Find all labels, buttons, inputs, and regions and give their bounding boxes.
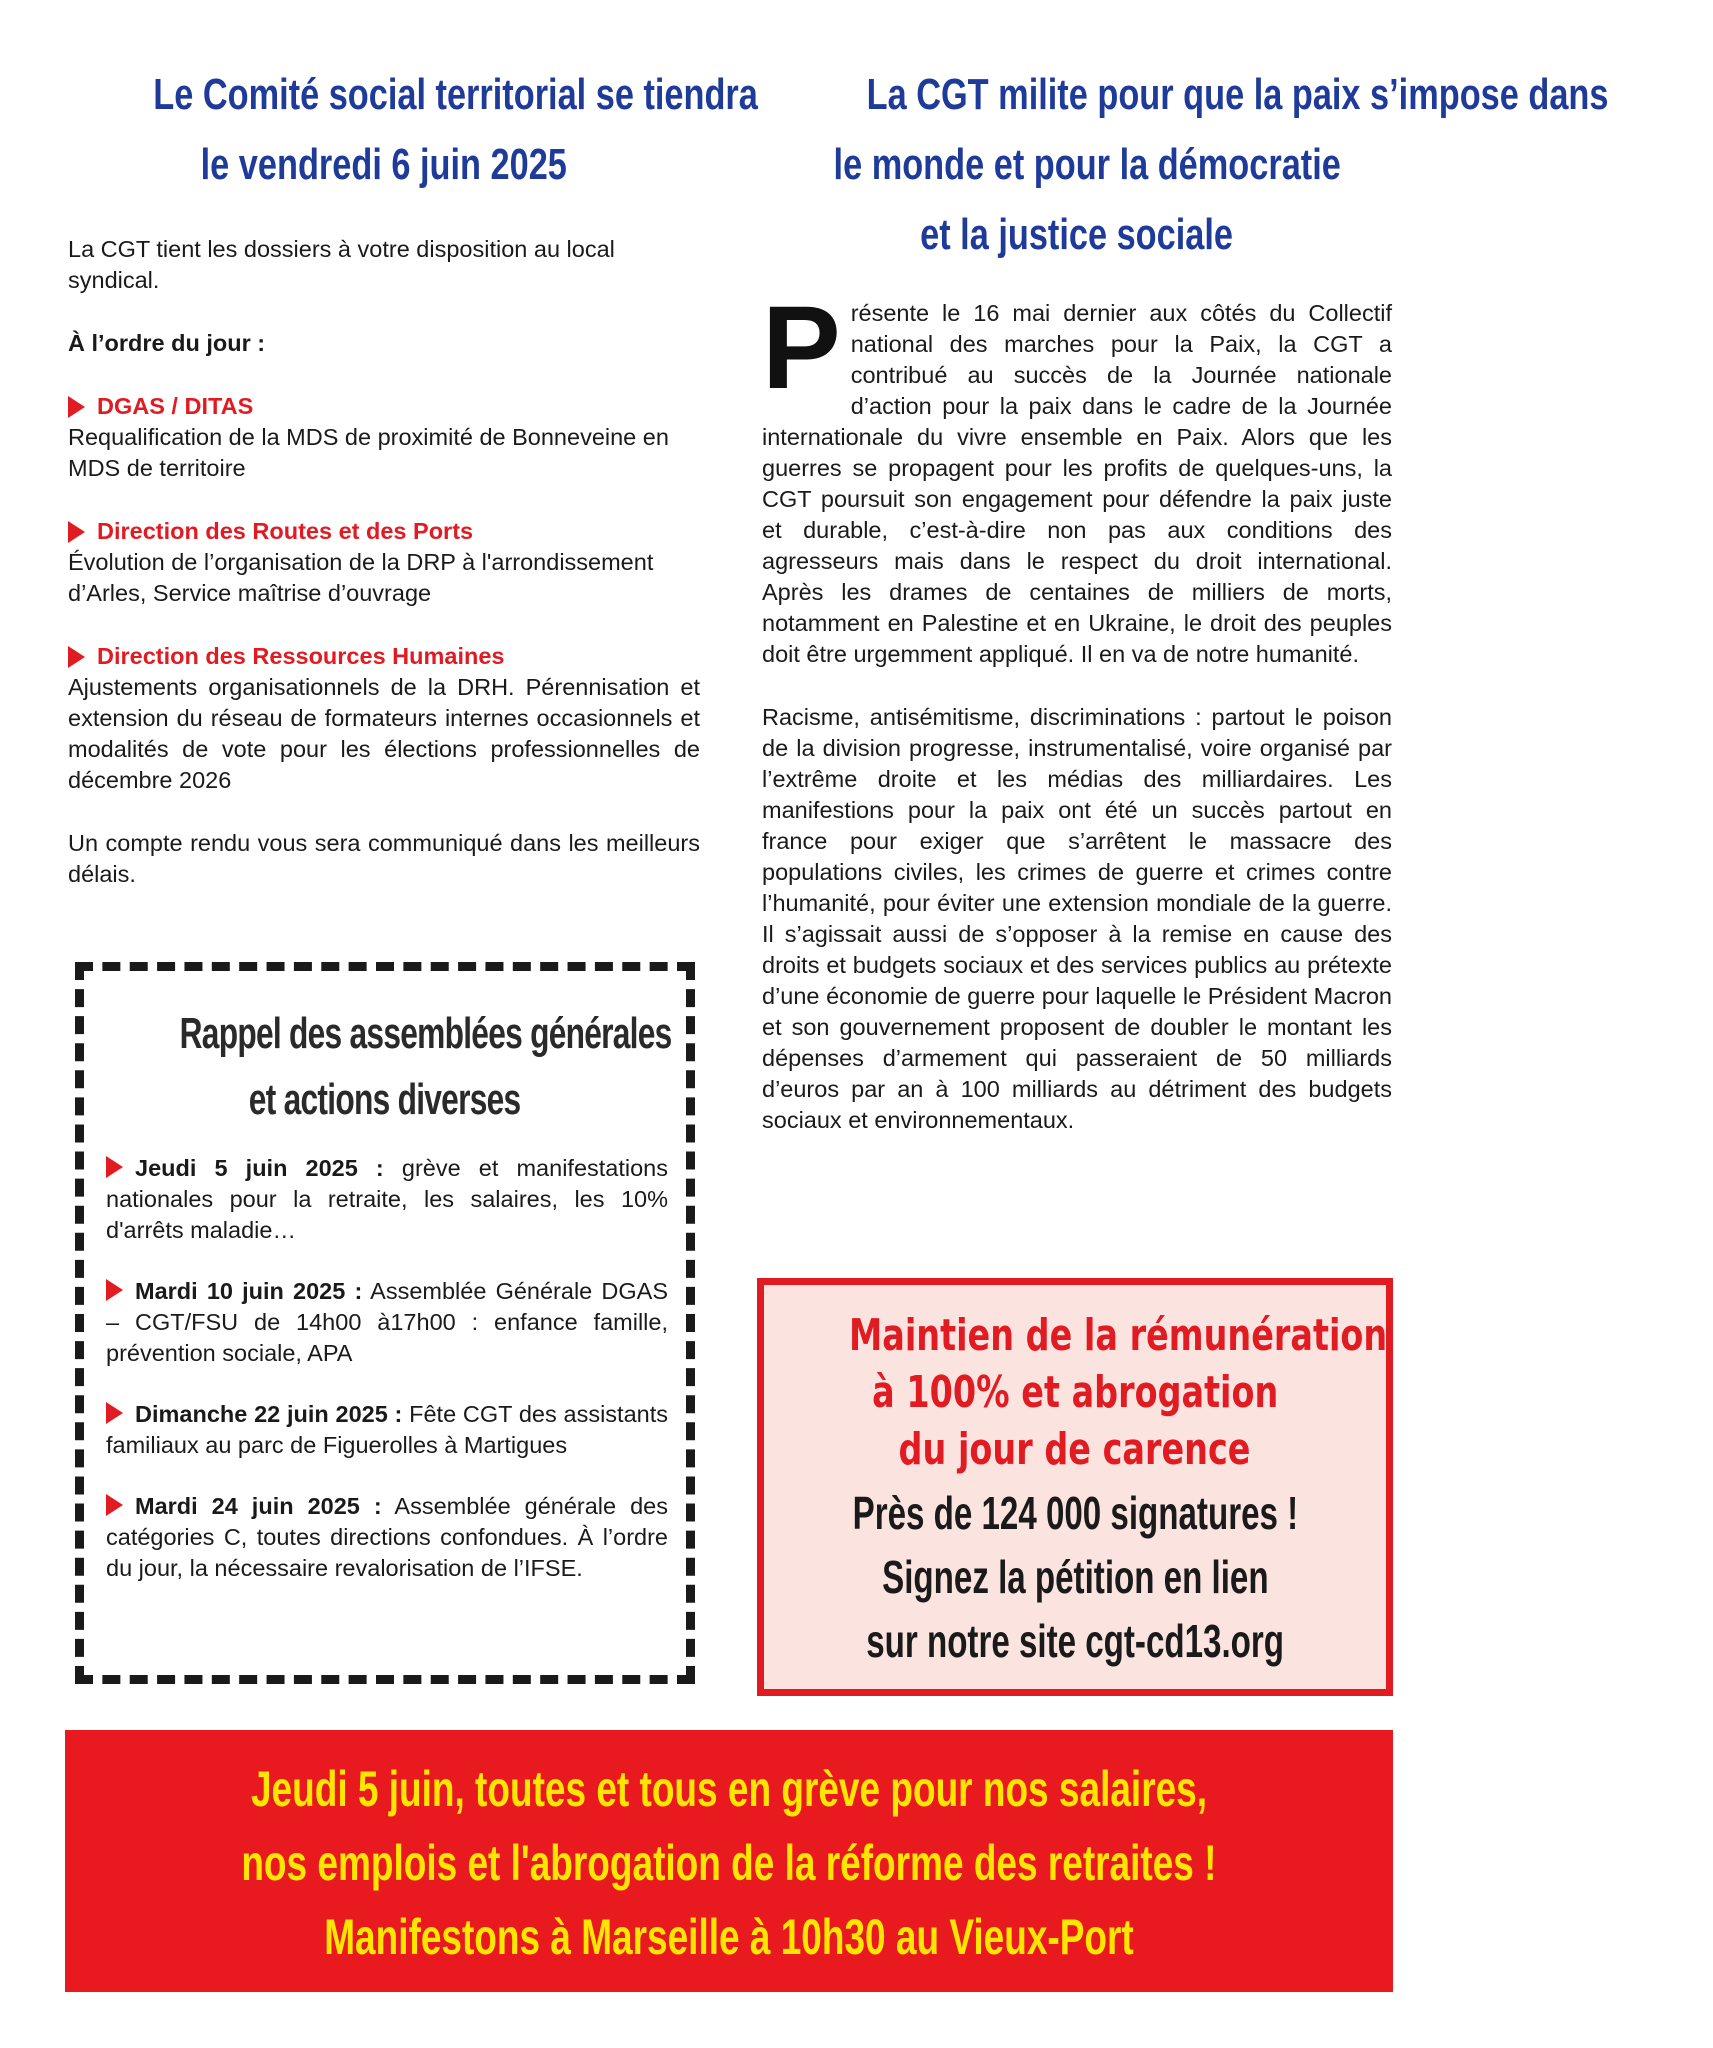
agenda-item-heading: Direction des Ressources Humaines xyxy=(97,643,505,669)
peace-section xyxy=(762,60,1609,1136)
peace-paragraph-1-text: résente le 16 mai dernier aux côtés du Collectif national des marches pour la Paix, la CGT a contribué au succès de la Journée nationale d’action pour la paix dans le cadre de la Journée internationale du vivre ensemble en Paix. Alors que les guerres se propagent pour les profits de quelques-uns, la CGT poursuit son engagement pour défendre la paix juste et durable, c’est-à-dire non pas aux conditions des agresseurs mais dans le respect du droit international. Après les drames de centaines de milliers de morts, notamment en Palestine et en Ukraine, le droit des peuples doit être urgemment appliqué. Il en va de notre humanité. xyxy=(762,300,1392,667)
event-date: Mardi 24 juin 2025 : xyxy=(135,1493,382,1519)
petition-callout xyxy=(764,1481,1386,1673)
strike-banner-text xyxy=(65,1752,1393,1974)
agenda-item-text: Requalification de la MDS de proximité de Bonneveine en MDS de territoire xyxy=(68,424,669,481)
red-triangle-icon xyxy=(106,1279,123,1301)
assemblies-list xyxy=(106,1153,668,1614)
event-date: Mardi 10 juin 2025 : xyxy=(135,1278,363,1304)
petition-box xyxy=(757,1278,1393,1696)
assemblies-title-line: Rappel des assemblées générales xyxy=(179,1009,672,1058)
agenda-item-drp xyxy=(68,516,700,609)
peace-title-line: La CGT milite pour que la paix s’impose dans xyxy=(866,70,1609,119)
event-text: Assemblée générale des catégories C, toutes directions confondues. À l’ordre du jour, la nécessaire revalorisation de l’IFSE. xyxy=(106,1493,668,1581)
petition-callout-line: Signez la pétition en lien xyxy=(881,1551,1269,1603)
red-triangle-icon xyxy=(68,396,85,418)
banner-line: Jeudi 5 juin, toutes et tous en grève pour nos salaires, xyxy=(250,1761,1208,1817)
peace-paragraph-1 xyxy=(762,282,1392,670)
peace-title-line: et la justice sociale xyxy=(920,210,1234,259)
event-item xyxy=(106,1491,668,1584)
event-text: Fête CGT des assistants familiaux au parc de Figuerolles à Martigues xyxy=(106,1401,668,1458)
event-item xyxy=(106,1276,668,1369)
event-date: Dimanche 22 juin 2025 : xyxy=(135,1401,403,1427)
committee-title-line: Le Comité social territorial se tiendra xyxy=(153,70,758,119)
strike-banner xyxy=(65,1730,1393,1992)
red-triangle-icon xyxy=(106,1494,123,1516)
banner-line: Manifestons à Marseille à 10h30 au Vieux-Port xyxy=(324,1909,1134,1965)
agenda-item-heading: DGAS / DITAS xyxy=(97,393,254,419)
committee-title xyxy=(68,60,758,200)
event-text: grève et manifestations nationales pour la retraite, les salaires, les 10% d'arrêts maladie… xyxy=(106,1155,668,1243)
agenda-item-heading: Direction des Routes et des Ports xyxy=(97,518,474,544)
petition-headline-line: du jour de carence xyxy=(899,1424,1251,1475)
petition-headline-line: à 100% et abrogation xyxy=(871,1367,1279,1418)
event-item xyxy=(106,1153,668,1246)
petition-callout-line: Près de 124 000 signatures ! xyxy=(852,1487,1298,1539)
committee-section xyxy=(68,60,758,890)
banner-line: nos emplois et l'abrogation de la réforme des retraites ! xyxy=(241,1835,1217,1891)
assemblies-box xyxy=(75,962,695,1684)
red-triangle-icon xyxy=(68,521,85,543)
agenda-item-drh xyxy=(68,641,700,796)
committee-intro: La CGT tient les dossiers à votre disposition au local syndical. xyxy=(68,236,615,293)
peace-paragraph-2: Racisme, antisémitisme, discriminations : partout le poison de la division progresse, instrumentalisé, voire organisé par l’extrême droite et les médias des milliardaires. Les manifestions pour la paix ont été un succès partout en france pour exiger que s’arrêtent le massacre des populations civiles, les crimes de guerre et crimes contre l’humanité, pour éviter une extension mondiale de la guerre. Il s’agissait aussi de s’opposer à la remise en cause des droits et budgets sociaux et des services publics au prétexte d’une économie de guerre pour laquelle le Président Macron et son gouvernement proposent de doubler le montant les dépenses d’armement qui passeraient de 50 milliards d’euros par an à 100 milliards au détriment des budgets sociaux et environnementaux. xyxy=(762,704,1392,1133)
committee-title-line: le vendredi 6 juin 2025 xyxy=(200,140,568,189)
red-triangle-icon xyxy=(68,646,85,668)
agenda-item-text: Ajustements organisationnels de la DRH. Pérennisation et extension du réseau de formateurs internes occasionnels et modalités de vote pour les élections professionnelles de décembre 2026 xyxy=(68,674,700,793)
peace-title xyxy=(762,60,1609,270)
peace-title-line: le monde et pour la démocratie xyxy=(833,140,1341,189)
event-text: Assemblée Générale DGAS – CGT/FSU de 14h00 à17h00 : enfance famille, prévention sociale, APA xyxy=(106,1278,668,1366)
event-item xyxy=(106,1399,668,1461)
agenda-item-dgas xyxy=(68,391,700,484)
drop-cap: P xyxy=(762,282,841,414)
petition-callout-line: sur notre site cgt-cd13.org xyxy=(866,1615,1284,1667)
assemblies-title xyxy=(84,1001,686,1133)
red-triangle-icon xyxy=(106,1402,123,1424)
petition-headline-line: Maintien de la rémunération xyxy=(848,1310,1388,1361)
agenda-item-text: Évolution de l’organisation de la DRP à l'arrondissement d’Arles, Service maîtrise d’ouvrage xyxy=(68,549,654,606)
agenda-heading: À l’ordre du jour : xyxy=(68,330,266,356)
event-date: Jeudi 5 juin 2025 : xyxy=(135,1155,384,1181)
red-triangle-icon xyxy=(106,1156,123,1178)
assemblies-title-line: et actions diverses xyxy=(249,1075,521,1124)
committee-closing: Un compte rendu vous sera communiqué dans les meilleurs délais. xyxy=(68,830,700,887)
petition-headline xyxy=(764,1307,1386,1478)
